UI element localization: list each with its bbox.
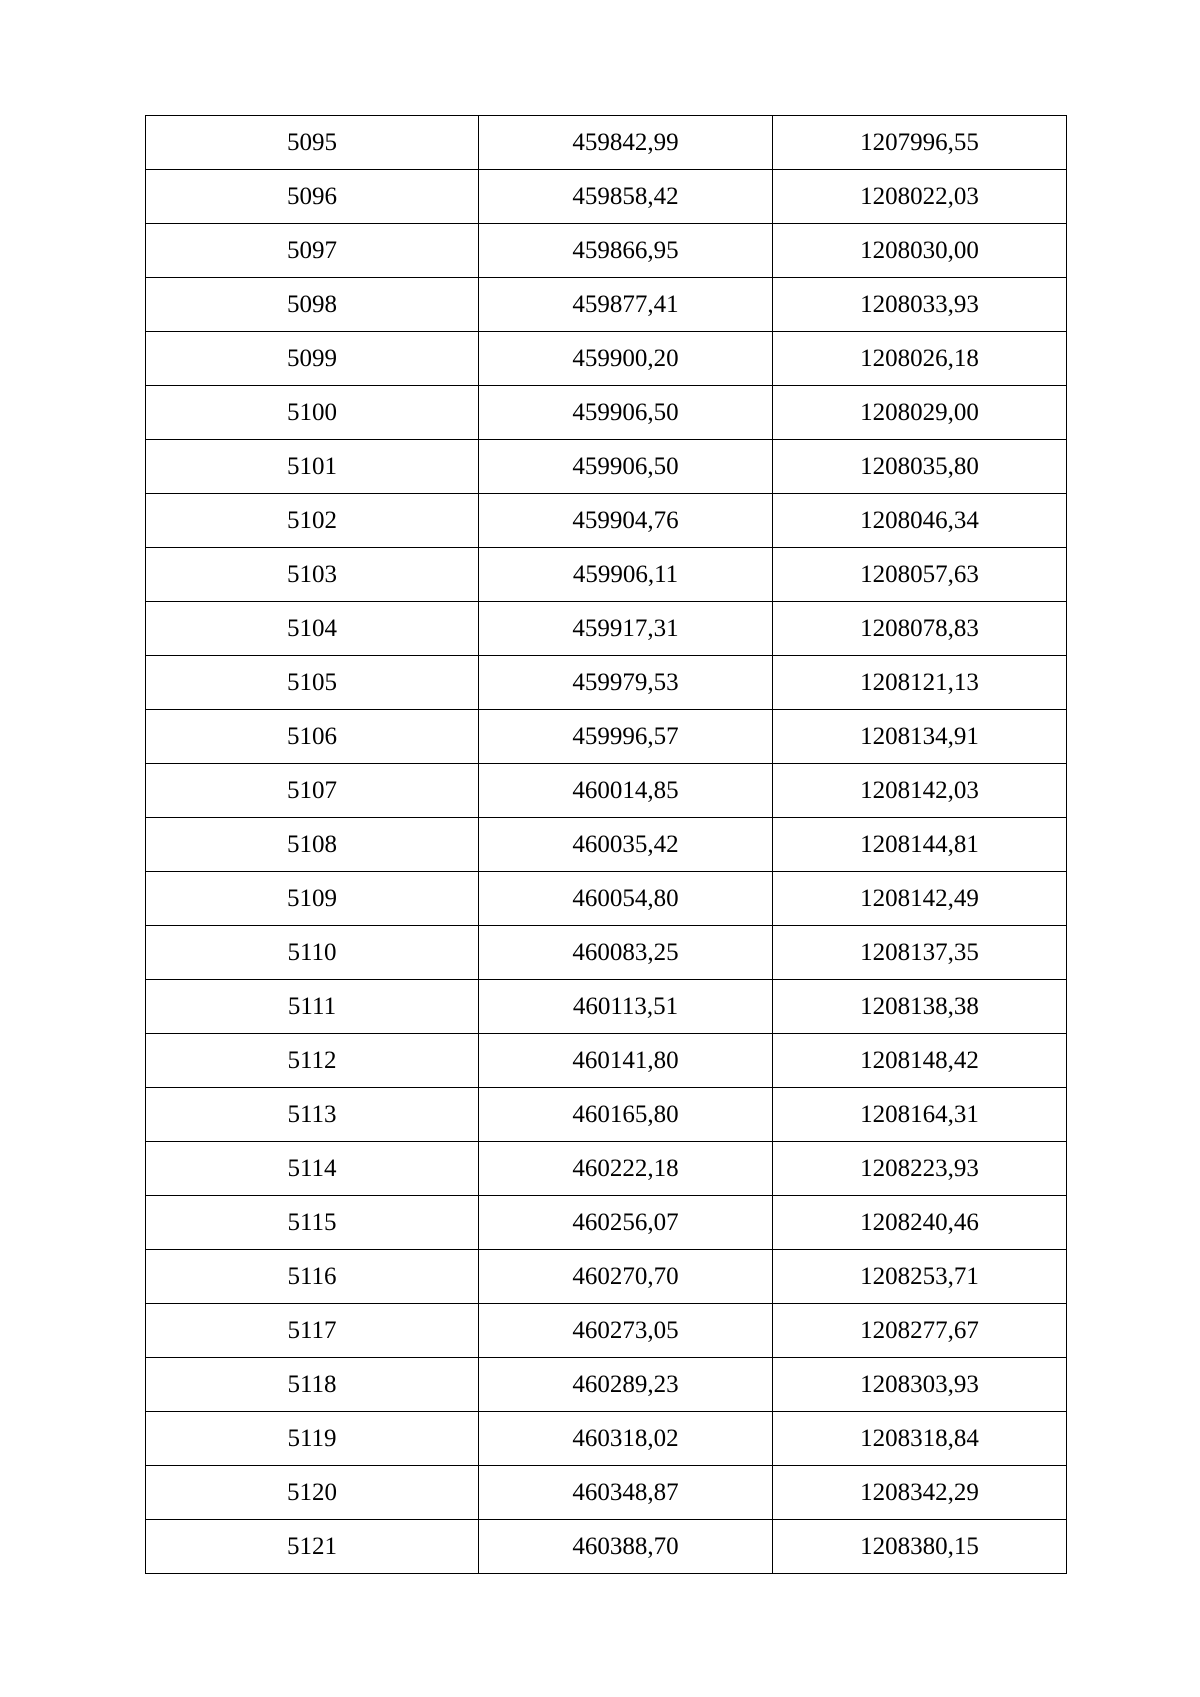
y-coordinate-cell: 1208342,29 xyxy=(773,1466,1067,1520)
x-coordinate-cell: 460165,80 xyxy=(479,1088,773,1142)
x-coordinate-cell: 459900,20 xyxy=(479,332,773,386)
y-coordinate-cell: 1208164,31 xyxy=(773,1088,1067,1142)
point-number-cell: 5095 xyxy=(146,116,479,170)
y-coordinate-cell: 1208033,93 xyxy=(773,278,1067,332)
table-row xyxy=(146,440,1067,494)
point-number-cell: 5105 xyxy=(146,656,479,710)
y-coordinate-cell: 1208121,13 xyxy=(773,656,1067,710)
table-row xyxy=(146,764,1067,818)
y-coordinate-cell: 1208223,93 xyxy=(773,1142,1067,1196)
point-number-cell: 5097 xyxy=(146,224,479,278)
x-coordinate-cell: 460035,42 xyxy=(479,818,773,872)
x-coordinate-cell: 459858,42 xyxy=(479,170,773,224)
point-number-cell: 5101 xyxy=(146,440,479,494)
table-row xyxy=(146,1412,1067,1466)
y-coordinate-cell: 1208030,00 xyxy=(773,224,1067,278)
y-coordinate-cell: 1208022,03 xyxy=(773,170,1067,224)
y-coordinate-cell: 1208148,42 xyxy=(773,1034,1067,1088)
point-number-cell: 5117 xyxy=(146,1304,479,1358)
table-row xyxy=(146,1520,1067,1574)
point-number-cell: 5103 xyxy=(146,548,479,602)
table-row xyxy=(146,1304,1067,1358)
x-coordinate-cell: 460348,87 xyxy=(479,1466,773,1520)
table-row xyxy=(146,602,1067,656)
x-coordinate-cell: 460083,25 xyxy=(479,926,773,980)
y-coordinate-cell: 1208144,81 xyxy=(773,818,1067,872)
x-coordinate-cell: 460054,80 xyxy=(479,872,773,926)
point-number-cell: 5107 xyxy=(146,764,479,818)
x-coordinate-cell: 459996,57 xyxy=(479,710,773,764)
x-coordinate-cell: 460273,05 xyxy=(479,1304,773,1358)
point-number-cell: 5109 xyxy=(146,872,479,926)
y-coordinate-cell: 1208137,35 xyxy=(773,926,1067,980)
table-row xyxy=(146,1466,1067,1520)
point-number-cell: 5096 xyxy=(146,170,479,224)
y-coordinate-cell: 1208134,91 xyxy=(773,710,1067,764)
table-row xyxy=(146,116,1067,170)
y-coordinate-cell: 1208078,83 xyxy=(773,602,1067,656)
point-number-cell: 5108 xyxy=(146,818,479,872)
table-row xyxy=(146,980,1067,1034)
x-coordinate-cell: 459979,53 xyxy=(479,656,773,710)
coordinates-table-body xyxy=(146,116,1067,1574)
point-number-cell: 5111 xyxy=(146,980,479,1034)
y-coordinate-cell: 1208046,34 xyxy=(773,494,1067,548)
table-row xyxy=(146,386,1067,440)
table-row xyxy=(146,656,1067,710)
y-coordinate-cell: 1208253,71 xyxy=(773,1250,1067,1304)
table-row xyxy=(146,1142,1067,1196)
table-row xyxy=(146,332,1067,386)
y-coordinate-cell: 1208142,49 xyxy=(773,872,1067,926)
y-coordinate-cell: 1207996,55 xyxy=(773,116,1067,170)
table-row xyxy=(146,170,1067,224)
table-row xyxy=(146,872,1067,926)
x-coordinate-cell: 459866,95 xyxy=(479,224,773,278)
x-coordinate-cell: 460270,70 xyxy=(479,1250,773,1304)
point-number-cell: 5102 xyxy=(146,494,479,548)
point-number-cell: 5098 xyxy=(146,278,479,332)
table-row xyxy=(146,1250,1067,1304)
point-number-cell: 5106 xyxy=(146,710,479,764)
y-coordinate-cell: 1208057,63 xyxy=(773,548,1067,602)
y-coordinate-cell: 1208138,38 xyxy=(773,980,1067,1034)
x-coordinate-cell: 460141,80 xyxy=(479,1034,773,1088)
point-number-cell: 5112 xyxy=(146,1034,479,1088)
x-coordinate-cell: 459904,76 xyxy=(479,494,773,548)
point-number-cell: 5119 xyxy=(146,1412,479,1466)
table-row xyxy=(146,278,1067,332)
x-coordinate-cell: 460014,85 xyxy=(479,764,773,818)
y-coordinate-cell: 1208026,18 xyxy=(773,332,1067,386)
x-coordinate-cell: 460289,23 xyxy=(479,1358,773,1412)
x-coordinate-cell: 460388,70 xyxy=(479,1520,773,1574)
table-row xyxy=(146,1088,1067,1142)
table-row xyxy=(146,224,1067,278)
x-coordinate-cell: 459906,11 xyxy=(479,548,773,602)
table-row xyxy=(146,494,1067,548)
table-row xyxy=(146,1196,1067,1250)
point-number-cell: 5104 xyxy=(146,602,479,656)
y-coordinate-cell: 1208142,03 xyxy=(773,764,1067,818)
x-coordinate-cell: 460318,02 xyxy=(479,1412,773,1466)
x-coordinate-cell: 459877,41 xyxy=(479,278,773,332)
point-number-cell: 5118 xyxy=(146,1358,479,1412)
point-number-cell: 5115 xyxy=(146,1196,479,1250)
y-coordinate-cell: 1208029,00 xyxy=(773,386,1067,440)
y-coordinate-cell: 1208240,46 xyxy=(773,1196,1067,1250)
x-coordinate-cell: 459842,99 xyxy=(479,116,773,170)
table-row xyxy=(146,548,1067,602)
point-number-cell: 5121 xyxy=(146,1520,479,1574)
table-row xyxy=(146,1358,1067,1412)
table-row xyxy=(146,818,1067,872)
x-coordinate-cell: 459906,50 xyxy=(479,440,773,494)
point-number-cell: 5120 xyxy=(146,1466,479,1520)
y-coordinate-cell: 1208277,67 xyxy=(773,1304,1067,1358)
point-number-cell: 5116 xyxy=(146,1250,479,1304)
x-coordinate-cell: 459917,31 xyxy=(479,602,773,656)
table-row xyxy=(146,710,1067,764)
point-number-cell: 5100 xyxy=(146,386,479,440)
table-row xyxy=(146,1034,1067,1088)
x-coordinate-cell: 460113,51 xyxy=(479,980,773,1034)
y-coordinate-cell: 1208035,80 xyxy=(773,440,1067,494)
point-number-cell: 5113 xyxy=(146,1088,479,1142)
point-number-cell: 5110 xyxy=(146,926,479,980)
table-row xyxy=(146,926,1067,980)
point-number-cell: 5099 xyxy=(146,332,479,386)
coordinates-table xyxy=(145,115,1067,1574)
x-coordinate-cell: 459906,50 xyxy=(479,386,773,440)
y-coordinate-cell: 1208380,15 xyxy=(773,1520,1067,1574)
point-number-cell: 5114 xyxy=(146,1142,479,1196)
x-coordinate-cell: 460222,18 xyxy=(479,1142,773,1196)
y-coordinate-cell: 1208303,93 xyxy=(773,1358,1067,1412)
y-coordinate-cell: 1208318,84 xyxy=(773,1412,1067,1466)
x-coordinate-cell: 460256,07 xyxy=(479,1196,773,1250)
